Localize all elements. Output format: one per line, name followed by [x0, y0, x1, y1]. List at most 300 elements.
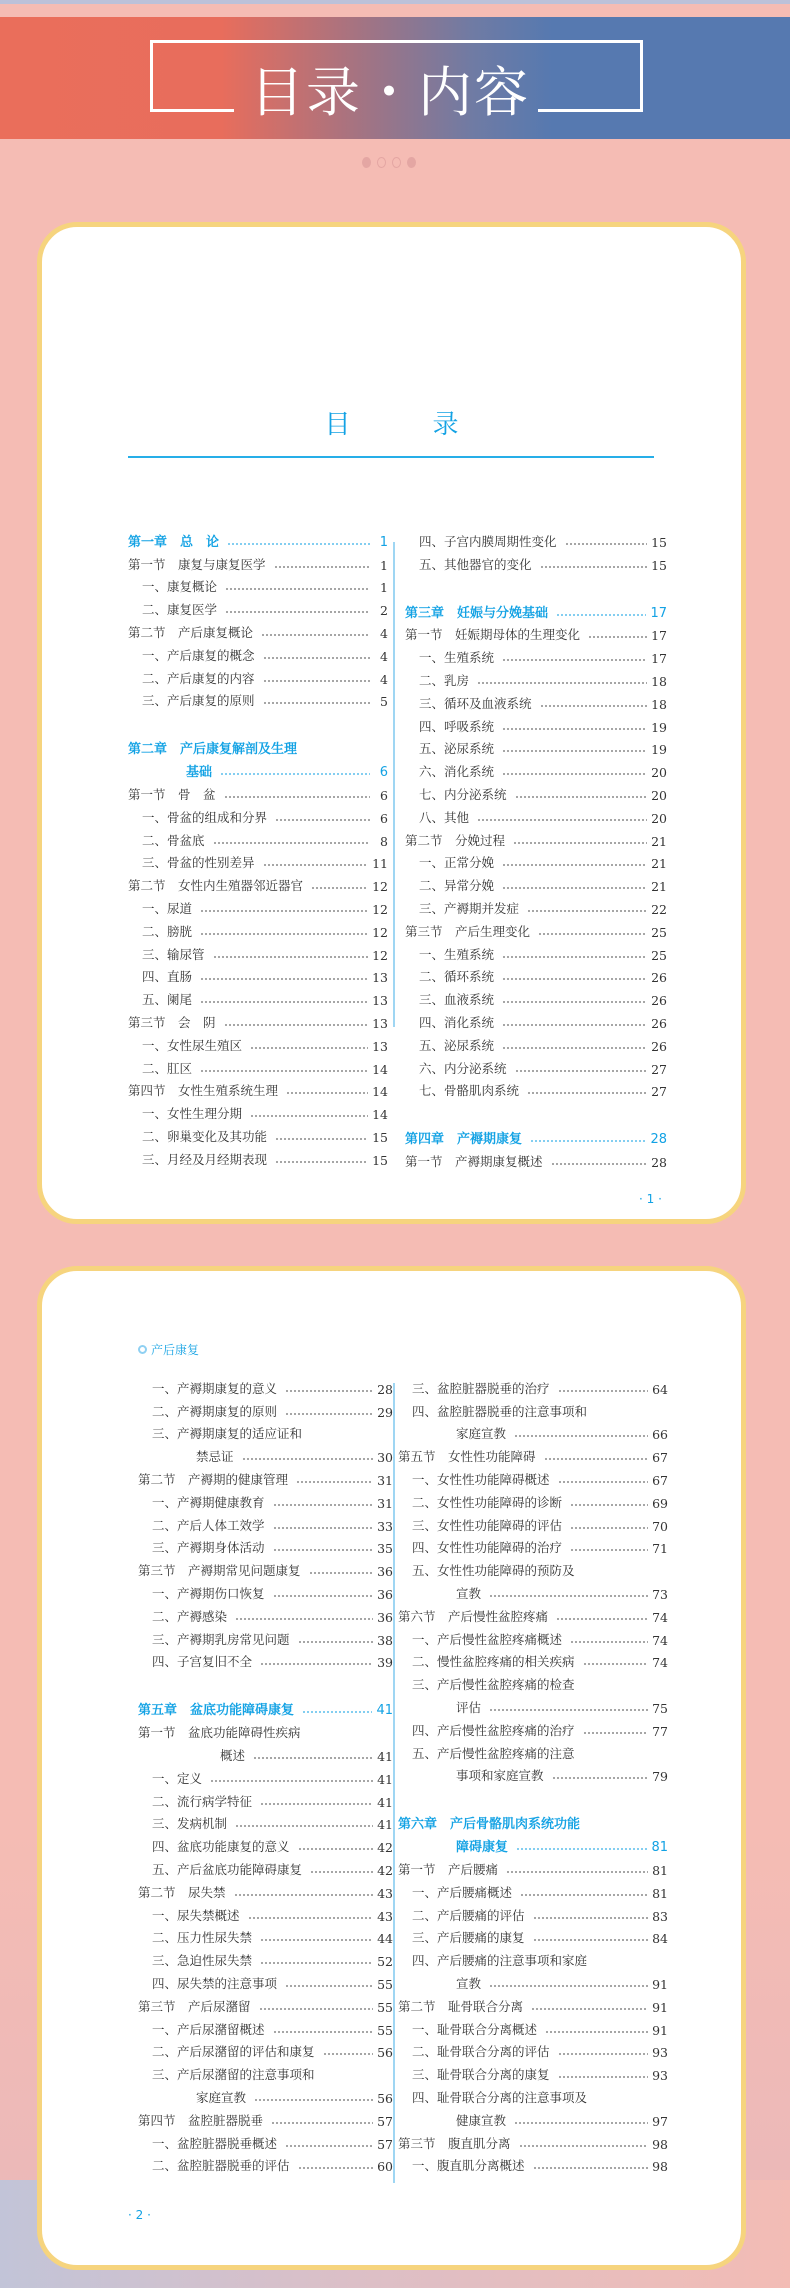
toc-entry-label: 一、生殖系统 — [419, 650, 495, 666]
toc-page-number: 35 — [377, 1541, 393, 1557]
toc-entry-label: 二、慢性盆腔疼痛的相关疾病 — [412, 1654, 575, 1670]
toc-page-number: 73 — [652, 1586, 668, 1602]
toc-item-entry[interactable] — [405, 689, 667, 712]
dot-leader — [250, 1047, 368, 1049]
toc-item-entry[interactable] — [398, 1878, 668, 1901]
toc-entry-label: 基础 — [186, 765, 213, 781]
dot-leader — [558, 2076, 649, 2078]
toc-page-number: 79 — [652, 1769, 668, 1785]
dot-leader — [225, 588, 370, 590]
toc-item-entry[interactable] — [398, 2083, 668, 2106]
toc-page-number: 17 — [651, 651, 667, 667]
toc-item-entry[interactable] — [398, 1420, 668, 1443]
toc-item-entry[interactable] — [398, 1670, 668, 1693]
dot-leader — [275, 1138, 368, 1140]
toc-page-number: 98 — [652, 2159, 668, 2175]
toc-entry-label: 二、肛区 — [142, 1060, 193, 1076]
dot-leader — [556, 614, 646, 616]
header-banner — [0, 17, 790, 139]
toc-section-entry[interactable] — [128, 1008, 388, 1031]
toc-item-entry[interactable] — [138, 1787, 393, 1810]
toc-item-entry[interactable] — [405, 871, 667, 894]
dot-leader — [273, 1504, 374, 1506]
toc-section-entry[interactable] — [128, 1077, 388, 1100]
toc-entry-label: 概述 — [220, 1747, 246, 1763]
toc-entry-label: 一、产褥期健康教育 — [152, 1494, 265, 1510]
toc-item-entry[interactable] — [138, 1602, 393, 1625]
toc-column-left — [128, 527, 388, 1168]
dot-leader — [570, 1504, 648, 1506]
toc-section-entry[interactable] — [138, 2106, 393, 2129]
toc-chapter-entry[interactable] — [405, 1123, 667, 1147]
toc-item-entry[interactable] — [398, 1693, 668, 1716]
dot-leader — [502, 728, 647, 730]
toc-section-entry[interactable] — [138, 1741, 393, 1764]
toc-entry-label: 第一节 产褥期康复概述 — [405, 1154, 543, 1170]
toc-entry-label: 第六章 产后骨骼肌肉系统功能 — [398, 1817, 581, 1833]
toc-item-entry[interactable] — [128, 687, 388, 710]
toc-page-number: 12 — [372, 879, 388, 895]
toc-entry-label: 四、产后腰痛的注意事项和家庭 — [412, 1953, 588, 1969]
toc-item-entry[interactable] — [138, 1648, 393, 1671]
toc-entry-label: 第二节 尿失禁 — [138, 1884, 226, 1900]
toc-section-entry[interactable] — [405, 1147, 667, 1170]
ring-bullet-icon — [138, 1345, 147, 1354]
toc-item-entry[interactable] — [398, 1648, 668, 1671]
toc-item-entry[interactable] — [398, 2106, 668, 2129]
toc-page-number: 5 — [380, 694, 388, 710]
toc-item-entry[interactable] — [128, 917, 388, 940]
toc-entry-label: 第一节 妊娠期母体的生理变化 — [405, 627, 581, 643]
dot-leader — [285, 2145, 373, 2147]
toc-item-entry[interactable] — [128, 803, 388, 826]
toc-item-entry[interactable] — [128, 849, 388, 872]
toc-entry-label: 健康宣教 — [456, 2112, 507, 2128]
toc-item-entry[interactable] — [138, 1511, 393, 1534]
toc-item-entry[interactable] — [138, 2083, 393, 2106]
toc-entry-label: 二、产后尿潴留的评估和康复 — [152, 2044, 315, 2060]
toc-page-number: 6 — [380, 810, 388, 826]
dot-leader — [323, 2053, 374, 2055]
dot-leader — [298, 2167, 374, 2169]
toc-page-number: 30 — [377, 1450, 393, 1466]
dot-leader — [302, 1711, 372, 1713]
toc-page-number: 42 — [377, 1840, 393, 1856]
toc-entry-label: 第四节 女性生殖系统生理 — [128, 1083, 279, 1099]
dot-leader — [227, 543, 370, 545]
toc-entry-label: 二、女性性功能障碍的诊断 — [412, 1494, 563, 1510]
toc-page-number: 20 — [651, 810, 667, 826]
toc-page-number: 15 — [372, 1152, 388, 1168]
toc-page-number: 36 — [377, 1609, 393, 1625]
toc-page-number: 26 — [651, 1015, 667, 1031]
toc-item-entry[interactable] — [398, 1762, 668, 1785]
toc-item-entry[interactable] — [128, 641, 388, 664]
dot-leader — [253, 1757, 373, 1759]
toc-item-entry[interactable] — [398, 1739, 668, 1762]
toc-item-entry[interactable] — [405, 803, 667, 826]
dot-leader — [558, 2053, 649, 2055]
toc-entry-label: 第五节 女性性功能障碍 — [398, 1449, 536, 1465]
toc-section-entry[interactable] — [138, 1878, 393, 1901]
toc-entry-label: 四、耻骨联合分离的注意事项及 — [412, 2089, 588, 2105]
toc-item-entry[interactable] — [398, 1716, 668, 1739]
toc-item-entry[interactable] — [128, 595, 388, 618]
toc-entry-label: 四、尿失禁的注意事项 — [152, 1975, 278, 1991]
toc-entry-label: 一、女性尿生殖区 — [142, 1037, 243, 1053]
toc-page-number: 74 — [652, 1632, 668, 1648]
toc-entry-label: 六、消化系统 — [419, 764, 495, 780]
toc-entry-label: 二、产后人体工效学 — [152, 1517, 265, 1533]
toc-entry-label: 一、女性性功能障碍概述 — [412, 1471, 550, 1487]
dot-leader — [516, 1848, 647, 1850]
toc-item-entry[interactable] — [405, 894, 667, 917]
toc-item-entry[interactable] — [398, 2015, 668, 2038]
toc-page-number: 26 — [651, 1038, 667, 1054]
toc-page-number: 14 — [372, 1061, 388, 1077]
toc-page-number: 8 — [380, 833, 388, 849]
dot-leader — [570, 1641, 648, 1643]
toc-entry-label: 三、循环及血液系统 — [419, 695, 532, 711]
pagination-dot-4[interactable] — [407, 157, 416, 168]
toc-item-entry[interactable] — [405, 985, 667, 1008]
toc-section-entry[interactable] — [398, 1992, 668, 2015]
toc-item-entry[interactable] — [138, 1946, 393, 1969]
toc-section-entry[interactable] — [128, 871, 388, 894]
pagination-dot-1[interactable] — [362, 157, 371, 168]
toc-page-number: 67 — [652, 1450, 668, 1466]
toc-entry-label: 一、产后尿潴留概述 — [152, 2021, 265, 2037]
dot-leader — [260, 1663, 373, 1665]
toc-entry-label: 五、产后慢性盆腔疼痛的注意 — [412, 1745, 575, 1761]
toc-item-entry[interactable] — [398, 1625, 668, 1648]
toc-item-entry[interactable] — [405, 849, 667, 872]
toc-item-entry[interactable] — [128, 664, 388, 687]
dot-leader — [538, 933, 647, 935]
toc-page-number: 28 — [651, 1155, 667, 1171]
toc-page-number: 15 — [651, 534, 667, 550]
toc-item-entry[interactable] — [138, 1488, 393, 1511]
dot-leader — [200, 1001, 368, 1003]
toc-item-entry[interactable] — [398, 1946, 668, 1969]
dot-leader — [502, 1001, 647, 1003]
dot-leader — [285, 1390, 373, 1392]
toc-item-entry[interactable] — [128, 963, 388, 986]
toc-item-entry[interactable] — [398, 1924, 668, 1947]
toc-page-number: 84 — [652, 1931, 668, 1947]
toc-chapter-entry[interactable] — [405, 597, 667, 621]
dot-leader — [583, 1732, 649, 1734]
toc-item-entry[interactable] — [398, 1397, 668, 1420]
toc-item-entry[interactable] — [405, 550, 667, 573]
toc-page-number: 19 — [651, 719, 667, 735]
page-number: · 2 · — [128, 2208, 151, 2222]
toc-section-entry[interactable] — [405, 917, 667, 940]
toc-item-entry[interactable] — [138, 2038, 393, 2061]
toc-entry-label: 一、生殖系统 — [419, 946, 495, 962]
toc-page-number: 25 — [651, 924, 667, 940]
toc-chapter-entry[interactable] — [128, 527, 388, 550]
toc-page-number: 56 — [377, 2045, 393, 2061]
toc-item-entry[interactable] — [398, 1534, 668, 1557]
toc-item-entry[interactable] — [398, 1556, 668, 1579]
toc-section-entry[interactable] — [398, 2129, 668, 2152]
toc-item-entry[interactable] — [128, 985, 388, 1008]
toc-item-entry[interactable] — [405, 780, 667, 803]
dot-leader — [533, 1917, 649, 1919]
toc-section-entry[interactable] — [138, 1556, 393, 1579]
toc-section-entry[interactable] — [405, 826, 667, 849]
dot-leader — [502, 956, 647, 958]
dot-leader — [489, 1595, 648, 1597]
toc-entry-label: 一、盆腔脏器脱垂概述 — [152, 2135, 278, 2151]
toc-entry-label: 一、产褥期伤口恢复 — [152, 1585, 265, 1601]
toc-entry-label: 一、女性生理分期 — [142, 1106, 243, 1122]
toc-entry-label: 一、定义 — [152, 1770, 203, 1786]
toc-page-number: 26 — [651, 993, 667, 1009]
toc-entry-label: 四、产后慢性盆腔疼痛的治疗 — [412, 1722, 575, 1738]
toc-item-entry[interactable] — [128, 826, 388, 849]
toc-section-entry[interactable] — [398, 1602, 668, 1625]
dot-leader — [477, 682, 647, 684]
toc-entry-label: 一、产后康复的概念 — [142, 647, 255, 663]
toc-item-entry[interactable] — [128, 940, 388, 963]
toc-item-entry[interactable] — [405, 643, 667, 666]
dot-leader — [309, 1572, 374, 1574]
toc-item-entry[interactable] — [398, 1969, 668, 1992]
dot-leader — [263, 680, 370, 682]
toc-entry-label: 一、尿道 — [142, 900, 193, 916]
toc-entry-label: 宣教 — [456, 1975, 482, 1991]
toc-section-entry[interactable] — [138, 1718, 393, 1741]
toc-page-number: 75 — [652, 1700, 668, 1716]
toc-page-number: 55 — [377, 1976, 393, 1992]
toc-entry-label: 障碍康复 — [456, 1840, 509, 1856]
toc-page-number: 20 — [651, 765, 667, 781]
toc-item-entry[interactable] — [138, 1579, 393, 1602]
pagination-dot-2[interactable] — [377, 157, 386, 168]
toc-section-entry[interactable] — [128, 780, 388, 803]
toc-item-entry[interactable] — [138, 1810, 393, 1833]
dot-leader — [588, 636, 647, 638]
toc-item-entry[interactable] — [138, 2015, 393, 2038]
dot-leader — [234, 1894, 374, 1896]
dot-leader — [310, 1871, 373, 1873]
column-divider — [393, 542, 395, 1027]
toc-entry-label: 二、异常分娩 — [419, 878, 495, 894]
toc-item-entry[interactable] — [398, 1579, 668, 1602]
toc-item-entry[interactable] — [138, 1969, 393, 1992]
dot-leader — [213, 956, 369, 958]
toc-item-entry[interactable] — [138, 1832, 393, 1855]
toc-entry-label: 第三节 产褥期常见问题康复 — [138, 1563, 301, 1579]
toc-section-entry[interactable] — [398, 1442, 668, 1465]
toc-item-entry[interactable] — [405, 735, 667, 758]
toc-entry-label: 一、正常分娩 — [419, 855, 495, 871]
toc-page-number: 33 — [377, 1518, 393, 1534]
toc-entry-label: 七、内分泌系统 — [419, 786, 507, 802]
toc-item-entry[interactable] — [138, 1374, 393, 1397]
toc-page-number: 20 — [651, 787, 667, 803]
dot-leader — [502, 750, 647, 752]
toc-entry-label: 六、内分泌系统 — [419, 1060, 507, 1076]
toc-item-entry[interactable] — [128, 894, 388, 917]
toc-entry-label: 二、产后腰痛的评估 — [412, 1907, 525, 1923]
banner-frame-bottom-left — [150, 109, 234, 112]
toc-item-entry[interactable] — [138, 2152, 393, 2175]
toc-page-number: 31 — [377, 1472, 393, 1488]
toc-item-entry[interactable] — [398, 1488, 668, 1511]
toc-section-entry[interactable] — [398, 1855, 668, 1878]
toc-item-entry[interactable] — [405, 527, 667, 550]
toc-item-entry[interactable] — [128, 1031, 388, 1054]
toc-page-number: 43 — [377, 1885, 393, 1901]
toc-page-number: 93 — [652, 2068, 668, 2084]
toc-chapter-entry[interactable] — [398, 1832, 668, 1855]
toc-item-entry[interactable] — [398, 1511, 668, 1534]
toc-entry-label: 三、女性性功能障碍的评估 — [412, 1517, 563, 1533]
toc-item-entry[interactable] — [398, 2152, 668, 2175]
dot-leader — [565, 543, 648, 545]
toc-item-entry[interactable] — [398, 1901, 668, 1924]
toc-item-entry[interactable] — [138, 2060, 393, 2083]
toc-chapter-entry[interactable] — [128, 757, 388, 780]
toc-item-entry[interactable] — [138, 1764, 393, 1787]
toc-section-entry[interactable] — [138, 1992, 393, 2015]
toc-item-entry[interactable] — [128, 1145, 388, 1168]
toc-item-entry[interactable] — [138, 1442, 393, 1465]
dot-leader — [527, 1092, 647, 1094]
toc-item-entry[interactable] — [405, 1008, 667, 1031]
toc-page-number: 55 — [377, 1999, 393, 2015]
toc-chapter-entry[interactable] — [138, 1694, 393, 1718]
toc-entry-label: 第六节 产后慢性盆腔疼痛 — [398, 1608, 549, 1624]
dot-leader — [259, 2008, 374, 2010]
dot-leader — [260, 1803, 373, 1805]
toc-page-number: 69 — [652, 1495, 668, 1511]
toc-page-number: 81 — [652, 1862, 668, 1878]
toc-item-entry[interactable] — [398, 2060, 668, 2083]
toc-page-number: 41 — [377, 1794, 393, 1810]
toc-page-number: 67 — [652, 1472, 668, 1488]
toc-entry-label: 三、产后慢性盆腔疼痛的检查 — [412, 1677, 575, 1693]
dot-leader — [200, 1070, 368, 1072]
toc-item-entry[interactable] — [128, 1099, 388, 1122]
toc-page-number: 22 — [651, 901, 667, 917]
toc-item-entry[interactable] — [138, 1901, 393, 1924]
toc-item-entry[interactable] — [405, 1054, 667, 1077]
toc-item-entry[interactable] — [405, 712, 667, 735]
toc-item-entry[interactable] — [128, 1122, 388, 1145]
toc-item-entry[interactable] — [405, 666, 667, 689]
toc-item-entry[interactable] — [138, 1397, 393, 1420]
dot-leader — [220, 773, 370, 775]
toc-entry-label: 第二节 分娩过程 — [405, 832, 506, 848]
toc-page-number: 15 — [372, 1129, 388, 1145]
toc-page-number: 41 — [377, 1771, 393, 1787]
dot-leader — [583, 1663, 649, 1665]
toc-item-entry[interactable] — [405, 1077, 667, 1100]
dot-leader — [275, 819, 370, 821]
toc-section-entry[interactable] — [128, 550, 388, 573]
toc-page-number: 39 — [377, 1655, 393, 1671]
dot-leader — [274, 566, 370, 568]
toc-entry-label: 四、子宫内膜周期性变化 — [419, 533, 557, 549]
toc-entry-label: 评估 — [456, 1699, 482, 1715]
toc-page-number: 1 — [380, 580, 388, 596]
toc-entry-label: 二、产褥感染 — [152, 1608, 228, 1624]
toc-item-entry[interactable] — [405, 1031, 667, 1054]
toc-item-entry[interactable] — [138, 1420, 393, 1443]
dot-leader — [489, 1709, 648, 1711]
toc-item-entry[interactable] — [138, 1855, 393, 1878]
toc-section-entry[interactable] — [138, 1465, 393, 1488]
toc-section-entry[interactable] — [128, 618, 388, 641]
toc-item-entry[interactable] — [138, 1534, 393, 1557]
toc-item-entry[interactable] — [398, 1465, 668, 1488]
toc-entry-label: 二、产后康复的内容 — [142, 670, 255, 686]
toc-chapter-entry[interactable] — [128, 733, 388, 757]
toc-item-entry[interactable] — [398, 1374, 668, 1397]
banner-title: 目录・内容 — [250, 61, 530, 124]
toc-page-number: 21 — [651, 879, 667, 895]
toc-entry-label: 三、产褥期康复的适应证和 — [152, 1426, 303, 1442]
toc-item-entry[interactable] — [405, 963, 667, 986]
toc-page-number: 91 — [652, 1999, 668, 2015]
toc-entry-label: 事项和家庭宣教 — [456, 1768, 544, 1784]
toc-entry-label: 五、女性性功能障碍的预防及 — [412, 1563, 575, 1579]
toc-entry-label: 第二节 产褥期的健康管理 — [138, 1471, 289, 1487]
toc-entry-label: 二、流行病学特征 — [152, 1793, 253, 1809]
toc-item-entry[interactable] — [405, 757, 667, 780]
toc-item-entry[interactable] — [138, 2129, 393, 2152]
toc-entry-label: 二、卵巢变化及其功能 — [142, 1128, 268, 1144]
toc-page-number: 1 — [380, 557, 388, 573]
dot-leader — [210, 1780, 373, 1782]
toc-section-entry[interactable] — [405, 621, 667, 644]
toc-page-number: 36 — [377, 1586, 393, 1602]
toc-item-entry[interactable] — [128, 1054, 388, 1077]
toc-page-number: 18 — [651, 673, 667, 689]
toc-item-entry[interactable] — [128, 573, 388, 596]
toc-page-number: 77 — [652, 1723, 668, 1739]
toc-page-number: 57 — [377, 2113, 393, 2129]
toc-item-entry[interactable] — [398, 2038, 668, 2061]
toc-page-number: 13 — [372, 1015, 388, 1031]
toc-item-entry[interactable] — [138, 1625, 393, 1648]
toc-page-number: 18 — [651, 696, 667, 712]
dot-leader — [531, 2008, 648, 2010]
toc-page-number: 17 — [650, 605, 667, 621]
toc-page-number: 6 — [379, 765, 388, 781]
toc-page-number: 81 — [651, 1840, 668, 1856]
toc-item-entry[interactable] — [138, 1924, 393, 1947]
toc-chapter-entry[interactable] — [398, 1808, 668, 1832]
toc-page-number: 36 — [377, 1564, 393, 1580]
toc-page-number: 74 — [652, 1655, 668, 1671]
toc-entry-label: 家庭宣教 — [196, 2089, 247, 2105]
dot-leader — [540, 566, 648, 568]
toc-page-number: 97 — [652, 2113, 668, 2129]
toc-item-entry[interactable] — [405, 940, 667, 963]
toc-entry-label: 第三节 产后尿潴留 — [138, 1998, 251, 2014]
toc-page-number: 29 — [377, 1404, 393, 1420]
dot-leader — [570, 1527, 648, 1529]
toc-entry-label: 四、消化系统 — [419, 1014, 495, 1030]
pagination-dot-3[interactable] — [392, 157, 401, 168]
dot-leader — [527, 910, 647, 912]
dot-leader — [519, 2145, 649, 2147]
